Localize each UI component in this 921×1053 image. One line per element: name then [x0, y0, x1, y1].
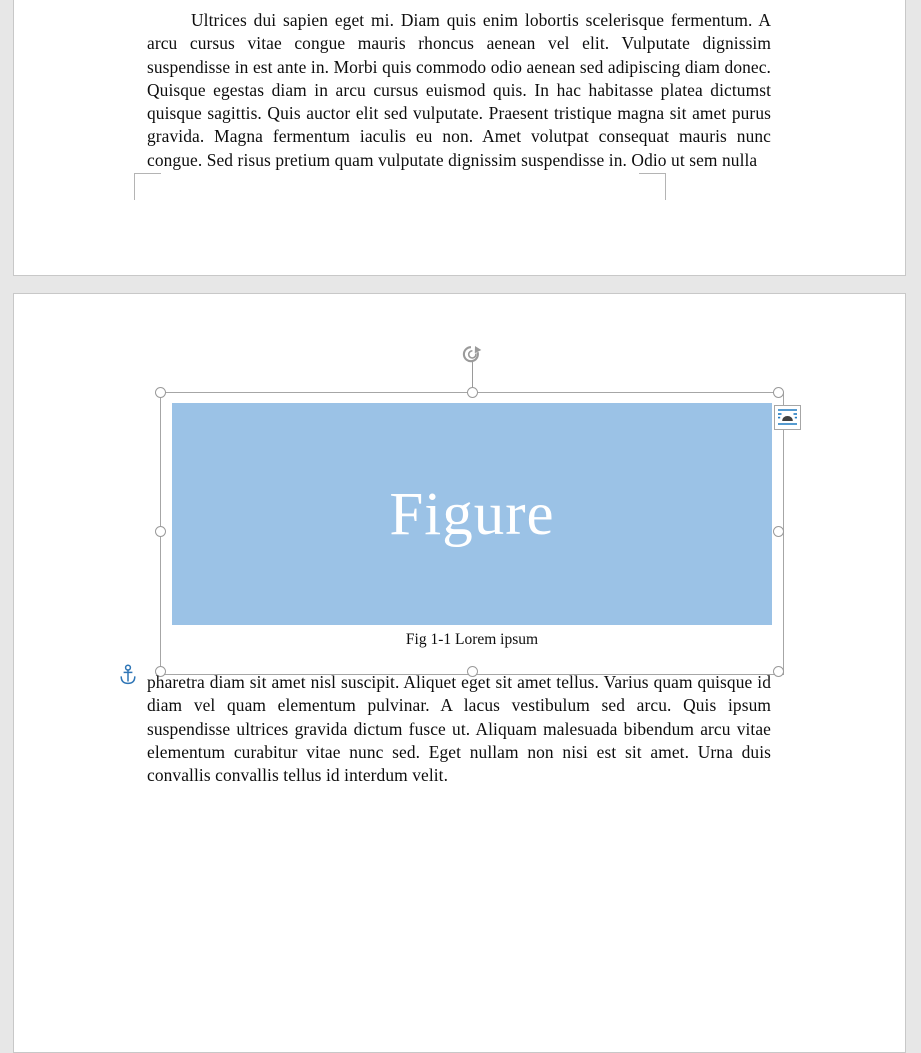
resize-handle-top-left[interactable] [155, 387, 166, 398]
figure-image[interactable] [172, 403, 772, 625]
resize-handle-bottom-right[interactable] [773, 666, 784, 677]
resize-handle-top-center[interactable] [467, 387, 478, 398]
figure-object[interactable] [160, 392, 784, 675]
resize-handle-top-right[interactable] [773, 387, 784, 398]
crop-mark-icon-bottom-left [134, 173, 161, 200]
text-wrapping-icon [777, 408, 798, 427]
anchor-icon[interactable] [118, 664, 138, 686]
page-2[interactable] [13, 293, 906, 1053]
rotate-icon[interactable] [459, 344, 485, 366]
page-1[interactable] [13, 0, 906, 276]
figure-image-label: Figure [389, 480, 555, 548]
resize-handle-middle-left[interactable] [155, 526, 166, 537]
figure-caption[interactable]: Fig 1-1 Lorem ipsum [405, 631, 539, 648]
crop-mark-icon-bottom-right [639, 173, 666, 200]
layout-options-button[interactable] [774, 405, 801, 430]
page-2-paragraph: pharetra diam sit amet nisl suscipit. Aliquet eget sit amet tellus. Varius quam quisque id diam vel quam elementum pulvinar. A lacus vestibulum sed arcu. Quis ipsum suspendisse ultrices gravida dictum fusce ut. Aliquam malesuada bibendum arcu vitae elementum curabitur vitae nunc sed. Eget nullam non nisi est sit amet. Urna duis convallis convallis tellus id interdum velit. [147, 672, 771, 786]
resize-handle-middle-right[interactable] [773, 526, 784, 537]
page-1-paragraph: Ultrices dui sapien eget mi. Diam quis enim lobortis scelerisque fermentum. A arcu cursus vitae congue mauris rhoncus aenean vel elit. Vulputate dignissim suspendisse in est ante in. Morbi quis commodo odio aenean sed adipiscing diam donec. Quisque egestas diam in arcu cursus euismod quis. In hac habitasse platea dictumst quisque sagittis. Quis auctor elit sed vulputate. Praesent tristique magna sit amet purus gravida. Magna fermentum iaculis eu non. Amet volutpat consequat mauris nunc congue. Sed risus pretium quam vulputate dignissim suspendisse in. Odio ut sem nulla [147, 10, 771, 170]
